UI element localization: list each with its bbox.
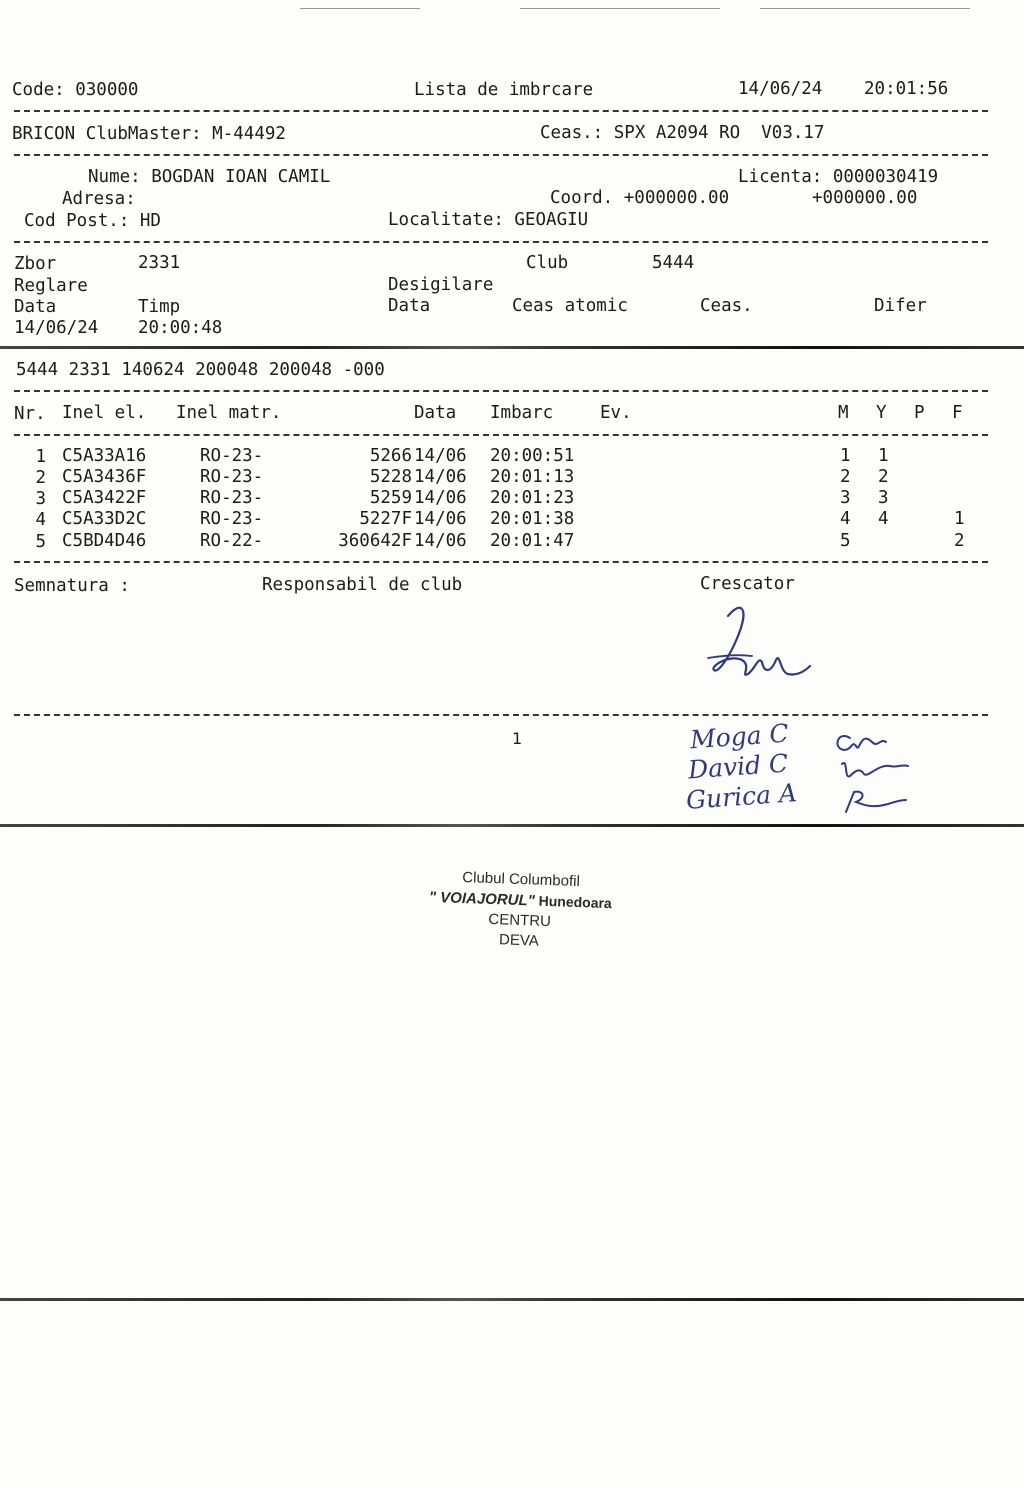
row-date: 14/06 (414, 446, 467, 466)
col-m: M (838, 403, 849, 423)
divider (14, 154, 988, 156)
row-f: 2 (954, 531, 965, 551)
handwritten-name: Moga C (689, 718, 790, 755)
owner-name: Nume: BOGDAN IOAN CAMIL (88, 167, 331, 187)
desigilare-label: Desigilare (388, 275, 494, 295)
breeder-signature (700, 596, 820, 686)
page-number: 1 (512, 729, 523, 748)
row-ring-number: 360642F (338, 531, 412, 551)
owner-locality: Localitate: GEOAGIU (388, 210, 589, 230)
col-p: P (914, 403, 925, 423)
flight-value: 2331 (138, 253, 181, 273)
owner-postcode: Cod Post.: HD (24, 211, 161, 231)
row-y: 4 (878, 509, 889, 529)
row-y: 2 (878, 467, 889, 487)
row-ring-series: RO-23- (200, 446, 264, 466)
row-time: 20:01:38 (490, 509, 575, 529)
row-m: 1 (840, 446, 851, 466)
signature-label: Semnatura : (14, 576, 130, 596)
row-y: 3 (878, 488, 889, 508)
col-f: F (952, 403, 963, 423)
stamp-club-name: " VOIAJORUL" (428, 888, 536, 910)
row-ring-number: 5266 (369, 446, 412, 466)
row-ring-number: 5228 (369, 467, 412, 487)
divider (14, 241, 988, 243)
row-ring-el: C5A33A16 (62, 446, 147, 466)
reglare-time-label: Timp (138, 297, 181, 317)
flight-label: Zbor (14, 254, 57, 274)
reglare-date: 14/06/24 (14, 318, 99, 338)
row-time: 20:01:23 (490, 488, 575, 508)
col-inel-el: Inel el. (62, 403, 147, 423)
reglare-time: 20:00:48 (138, 318, 223, 338)
atomic-clock-label: Ceas atomic (512, 296, 628, 316)
row-time: 20:00:51 (490, 446, 575, 466)
handwritten-name: Gurica A (685, 778, 798, 815)
reglare-date-label: Data (14, 297, 57, 317)
row-ring-el: C5A33D2C (62, 509, 147, 529)
row-ring-series: RO-23- (200, 467, 264, 487)
row-nr: 4 (35, 510, 46, 530)
row-m: 5 (840, 531, 851, 551)
owner-coord-2: +000000.00 (812, 188, 918, 208)
row-ring-series: RO-23- (200, 488, 264, 508)
header-date: 14/06/24 (738, 79, 823, 99)
clock-label: Ceas. (700, 296, 753, 316)
club-manager-label: Responsabil de club (262, 575, 463, 595)
col-y: Y (876, 403, 887, 423)
scan-edge-top-2 (520, 8, 720, 9)
difference-label: Difer (874, 296, 927, 316)
ceas-label: Ceas.: SPX A2094 RO V03.17 (540, 123, 825, 143)
row-ring-el: C5BD4D46 (62, 531, 147, 551)
club-label: Club (526, 253, 569, 273)
owner-coord: Coord. +000000.00 (550, 188, 730, 208)
row-ring-el: C5A3436F (62, 467, 147, 487)
row-date: 14/06 (414, 488, 467, 508)
row-f: 1 (954, 509, 965, 529)
summary-line: 5444 2331 140624 200048 200048 -000 (16, 360, 385, 380)
row-nr: 3 (35, 489, 46, 509)
divider (14, 434, 988, 436)
col-nr: Nr. (14, 404, 46, 424)
row-nr: 2 (35, 468, 46, 488)
row-m: 2 (840, 467, 851, 487)
scan-band (0, 1298, 1024, 1301)
row-nr: 1 (35, 447, 46, 467)
stamp-line: CENTRU (488, 910, 552, 931)
row-date: 14/06 (414, 509, 467, 529)
divider (14, 390, 988, 392)
divider (14, 110, 988, 112)
row-time: 20:01:47 (490, 531, 575, 551)
row-date: 14/06 (414, 467, 467, 487)
row-time: 20:01:13 (490, 467, 575, 487)
col-inel-matr: Inel matr. (176, 403, 282, 423)
row-date: 14/06 (414, 531, 467, 551)
col-data: Data (414, 403, 457, 423)
row-ring-el: C5A3422F (62, 488, 147, 508)
handwritten-name: David C (687, 748, 790, 785)
divider (14, 714, 988, 716)
row-nr: 5 (35, 532, 46, 552)
club-stamp (399, 866, 642, 955)
reglare-label: Reglare (14, 276, 88, 296)
scan-edge-top-3 (760, 8, 970, 9)
breeder-label: Crescator (700, 574, 795, 594)
header-time: 20:01:56 (864, 79, 949, 99)
col-ev: Ev. (600, 403, 632, 423)
club-value: 5444 (652, 253, 695, 273)
stamp-line: DEVA (498, 931, 540, 950)
row-ring-series: RO-22- (200, 531, 264, 551)
document-title: Lista de imbrcare (414, 80, 594, 100)
clubmaster-label: BRICON ClubMaster: M-44492 (12, 124, 286, 144)
scan-edge-top (300, 8, 420, 9)
owner-licence: Licenta: 0000030419 (738, 167, 939, 187)
row-ring-number: 5259 (369, 488, 412, 508)
col-imbarc: Imbarc (490, 403, 554, 423)
row-m: 3 (840, 488, 851, 508)
stamp-city: Hunedoara (534, 892, 613, 912)
scan-band (0, 824, 1024, 827)
divider (14, 561, 988, 563)
handwritten-initials (830, 720, 920, 820)
row-m: 4 (840, 509, 851, 529)
desigilare-date-label: Data (388, 296, 431, 316)
code-label: Code: 030000 (12, 80, 139, 100)
row-ring-number: 5227F (359, 509, 412, 529)
owner-address: Adresa: (62, 189, 136, 209)
row-y: 1 (878, 446, 889, 466)
scan-band (0, 346, 1024, 349)
stamp-line: Clubul Columbofil (462, 868, 581, 891)
row-ring-series: RO-23- (200, 509, 264, 529)
